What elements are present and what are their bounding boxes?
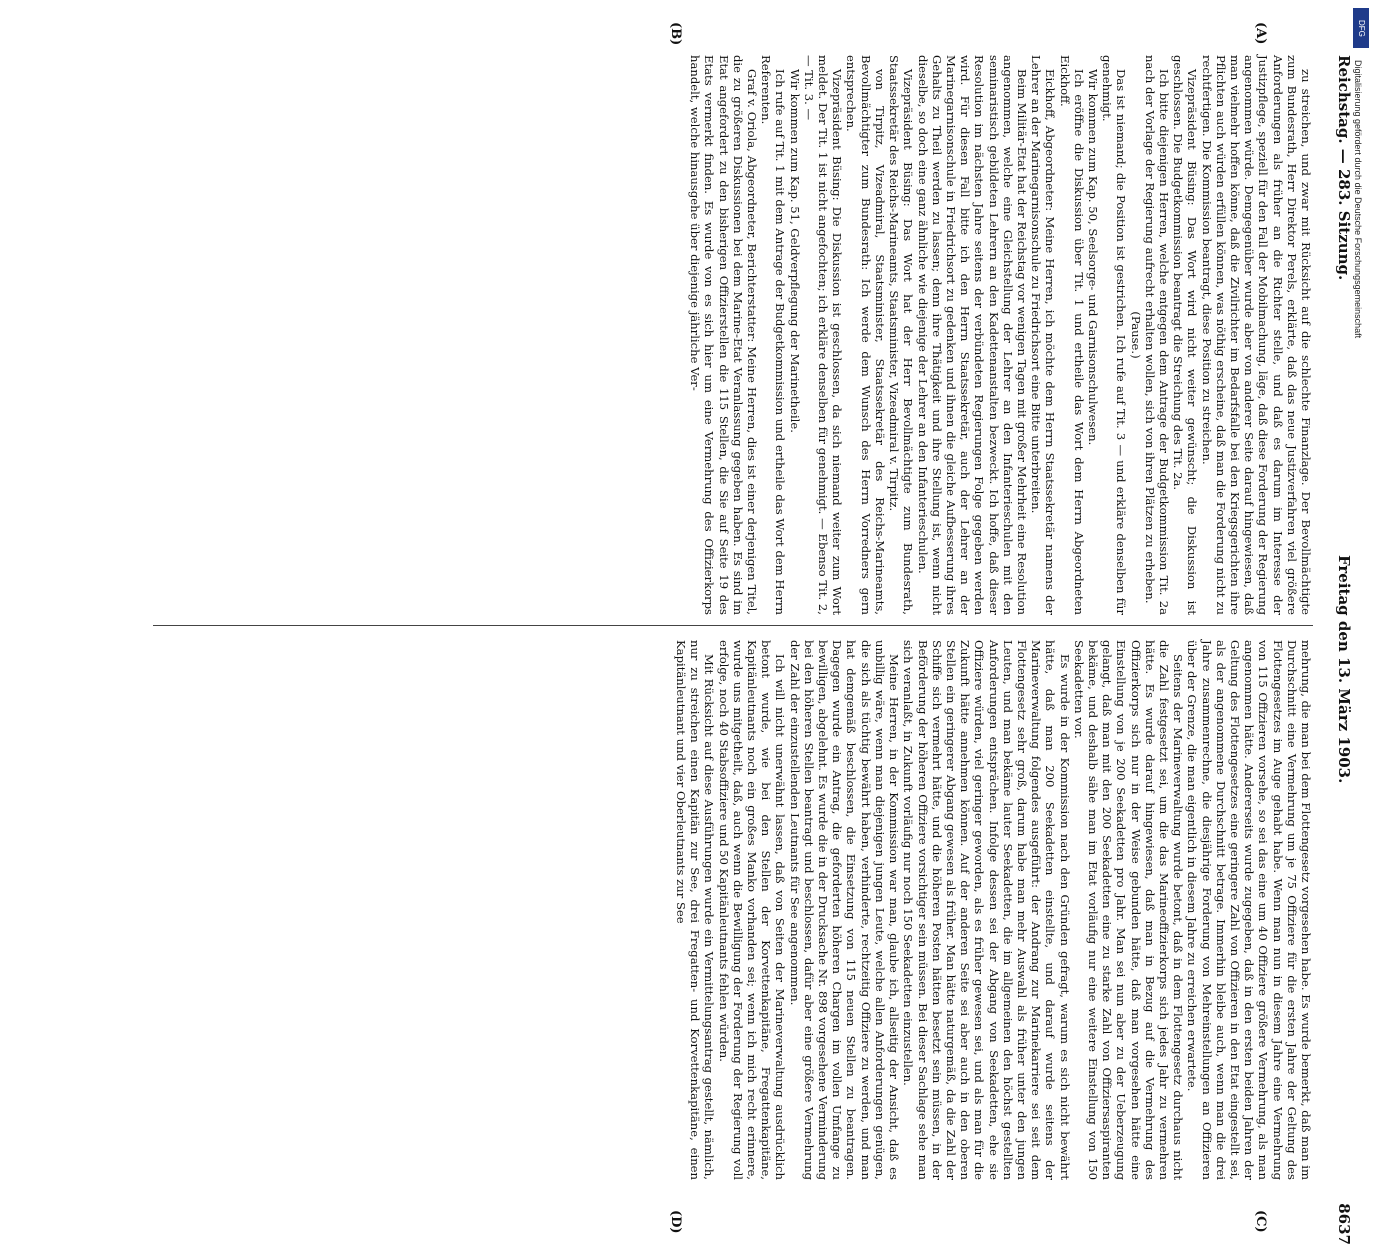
- paragraph: Wir kommen zum Kap. 51, Geldverpflegung der Marinetheile.: [787, 69, 802, 433]
- header-left: Reichstag. — 283. Sitzung.: [1335, 55, 1353, 281]
- paragraph: mehrung, die man bei dem Flottengesetz vorgesehen habe. Es wurde bemerkt, daß man im Durchschnitt eine Vermehrung um je 75 Offiziere für die ersten Jahre der Geltung des Flottengesetzes im Auge gehabt habe. Wenn man nun in diesem Jahre eine Vermehrung von 115 Offizieren vorsehe, so sei das eine um 40 Offiziere größere Vermehrung, als man angenommen hätte. Andererseits wurde zugegeben, daß in den ersten beiden Jahren der Geltung des Flottengesetzes eine geringere Zahl von Offizieren in den Etat eingestellt sei, als der angenommene Durchschnitt betrage. Immerhin bleibe auch, wenn man die drei Jahre zusammenrechne, die diesjährige Forderung von Mehreinstellungen an Offizieren über der Grenze, die man eigentlich in diesem Jahre zu erreichen erwartete.: [1185, 640, 1313, 1180]
- column-rule: [153, 625, 1313, 626]
- margin-marker-a: (A): [1253, 22, 1268, 45]
- paragraph: Graf v. Oriola, Abgeordneter, Berichterstatter: Meine Herren, dies ist einer derjenigen Titel, die zu größeren Diskussionen bei dem Marine-Etat Veranlassung gegeben haben. Es sind im Etat angefordert zu den bisherigen Offizierstellen die 115 Stellen, die Sie auf Seite 19 des Etats vermerkt finden. Es wurde von es sich hier um eine Vermehrung des Offizierkorps handelt, welche hinausgehe über diejenige jährliche Ver-: [688, 55, 760, 615]
- paragraph: Seitens der Marineverwaltung wurde betont, daß in dem Flottengesetz durchaus nicht die Zahl festgesetzt sei, um die das Marineoffizierkorps sich jedes Jahr zu vermehren hätte. Es wurde darauf hingewiesen, daß man in Bezug auf die Vermehrung des Offizierkorps sich nur in der Weise gebunden hätte, daß man vorgesehen hätte eine Einstellung von je 200 Seekadetten pro Jahr. Man sei nun aber zu der Ueberzeugung gelangt, daß man mit den 200 Seekadetten eine zu starke Zahl von Offiziersaspiranten bekäme, und deshalb sähe man im Etat vorläufig nur eine weitere Einstellung von 150 Seekadetten vor.: [1071, 640, 1186, 1180]
- paragraph: Wir kommen zum Kap. 50, Seelsorge- und Garnisonschulwesen.: [1085, 69, 1100, 446]
- paragraph: Vizepräsident Büsing: Das Wort wird nicht weiter gewünscht; die Diskussion ist geschlossen. Die Budgetkommission beantragt die Streichung des Tit. 2a.: [1171, 55, 1200, 615]
- margin-marker-c: (C): [1253, 1210, 1268, 1233]
- digitization-credit: Digitalisierung gefördert durch die Deutsche Forschungsgemeinschaft: [1353, 60, 1363, 339]
- paragraph: Ich will nicht unerwähnt lassen, daß von Seiten der Marineverwaltung ausdrücklich betont wurde, wie bei den Stellen der Korvettenkapitäne, Fregattenkapitäne, Kapitänleutnants noch ein großes Manko vorhanden sei; wenn ich mich recht erinnere, wurde uns mitgetheilt, daß, auch wenn die Bewilligung der Forderung der Regierung voll erfolge, noch 40 Stabsoffiziere und 50 Kapitänleutnants fehlen würden.: [716, 640, 788, 1180]
- paragraph: Beim Militär-Etat hat der Reichstag vor wenigen Tagen mit großer Mehrheit eine Resolution angenommen, welche eine Gleichstellung der Lehrer an den Infanterieschulen mit den seminaristisch gebildeten Lehrern an den Kadettenanstalten bezweckt. Ich hoffe, daß dieser Resolution im nächsten Jahre seitens der verbündeten Regierungen Folge gegeben werden wird. Für diesen Fall bitte ich den Herrn Staatssekretär, auch der Lehrer an der Marinegarnisonschule in Friedrichsort zu gedenken und ihnen die gleiche Aufbesserung ihres Gehalts zu Theil werden zu lassen; denn ihre Thätigkeit und ihre Stellung ist, wenn nicht dieselbe, so doch eine ganz ähnliche wie diejenige der Lehrer an den Infanterieschulen.: [915, 55, 1029, 615]
- page-number: 8637: [1335, 1203, 1353, 1245]
- paragraph: Ich eröffne die Diskussion über Tit. 1 und ertheile das Wort dem Herrn Abgeordneten Eickhoff.: [1057, 55, 1086, 615]
- paragraph: zu streichen, und zwar mit Rücksicht auf die schlechte Finanzlage. Der Bevollmächtigte zum Bundesrath, Herr Direktor Perels, erklärte, daß das neue Justizverfahren viel größere Anforderungen als früher an die Richter stelle, und daß es darum im Interesse der Justizpflege, speziell für den Fall der Mobilmachung, läge, daß diese Forderung der Regierung angenommen würde. Demgegenüber wurde aber von anderer Seite darauf hingewiesen, daß man vielmehr hoffen könne, daß die Zivilrichter im Bedarfsfalle bei den Kriegsgerichten ihre Pflichten auch würden erfüllen können, was nöthig erscheine, daß man die Forderung nicht zu rechtfertigen. Die Kommission beantragt, diese Position zu streichen.: [1199, 55, 1313, 615]
- right-column: [153, 640, 1313, 1180]
- dfg-logo: DFG: [1353, 8, 1369, 48]
- header-date: Freitag den 13. März 1903.: [1335, 555, 1353, 784]
- paragraph: Vizepräsident Büsing: Die Diskussion ist geschlossen, da sich niemand weiter zum Wort meldet. Der Tit. 1 ist nicht angefochten; ich erkläre denselben für genehmigt. — Ebenso Tit. 2, — Tit. 3. —: [801, 55, 845, 615]
- margin-marker-b: (B): [668, 22, 683, 46]
- paragraph: Das ist niemand; die Position ist gestrichen. Ich rufe auf Tit. 3 — und erkläre denselben für genehmigt.: [1100, 55, 1129, 615]
- paragraph: Ich bitte diejenigen Herren, welche entgegen dem Antrage der Budgetkommission Tit. 2a nach der Vorlage der Regierung aufrecht erhalten wollen, sich von ihren Plätzen zu erheben.: [1142, 55, 1171, 615]
- margin-marker-d: (D): [668, 1210, 683, 1234]
- paragraph: Mit Rücksicht auf diese Ausführungen wurde ein Vermittelungsantrag gestellt, nämlich, nur zu streichen einen Kapitän zur See, drei Fregatten- und Korvettenkapitäne, einen Kapitänleutnant und vier Oberleutnants zur See: [674, 640, 717, 1180]
- paragraph: Es wurde in der Kommission nach den Gründen gefragt, warum es sich nicht bewährt hätte, daß man 200 Seekadetten einstellte, und darauf wurde seitens der Marineverwaltung folgendes ausgeführt: der Andrang zur Marinekarriere sei seit dem Flottengesetz sehr groß, darum habe man mehr Auswahl als früher unter den jungen Leuten, und man bekäme lauter Seekadetten, die im allgemeinen den höchst gestellten Anforderungen entsprächen. Infolge dessen sei der Abgang von Seekadetten, ehe sie Offiziere würden, viel geringer geworden, als es früher gewesen sei, und als man für die Zukunft hätte annehmen können. Auf der anderen Seite sei aber auch in den oberen Stellen ein geringerer Abgang gewesen als früher. Man hätte naturgemäß, da die Zahl der Schiffe sich vermehrt hätte, und die höheren Posten hätten besetzt sein müssen, in der Beförderung der höheren Offiziere vorsichtiger sein müssen. Bei dieser Sachlage sehe man sich veranlaßt, in Zukunft vorläufig nur noch 150 Seekadetten einzustellen.: [901, 640, 1072, 1180]
- left-column: [153, 55, 1313, 615]
- paragraph: Vizepräsident Büsing: Das Wort hat der Herr Bevollmächtigte zum Bundesrath, Staatssekretär des Reichs-Marineamts, Staatsminister, Vizeadmiral v. Tirpitz.: [887, 55, 916, 615]
- digitization-sidebar: [1349, 0, 1379, 1000]
- paragraph: Meine Herren, in der Kommission war man, glaube ich, allseitig der Ansicht, daß es unbillig wäre, wenn man diejenigen jungen Leute, welche allen Anforderungen genügen, die sich als tüchtig bewährt haben, verhinderte, rechtzeitig Offiziere zu werden, und man hat demgemäß beschlossen, die Einsetzung von 115 neuen Stellen zu beantragen. Dagegen wurde ein Antrag, die geforderten höheren Chargen im vollen Umfange zu bewilligen, abgelehnt. Es wurde die in der Drucksache Nr. 898 vorgesehene Verminderung bei den höheren Stellen beantragt und beschlossen, dafür aber eine größere Vermehrung der Zahl der einzustellenden Leutnants für See angenommen.: [787, 640, 902, 1180]
- paragraph: von Tirpitz, Vizeadmiral, Staatsminister, Staatssekretär des Reichs-Marineamts, Bevollmächtigter zum Bundesrath: Ich werde dem Wunsch des Herrn Vorredners gern entsprechen.: [844, 55, 887, 615]
- paragraph: Eickhoff, Abgeordneter: Meine Herren, ich möchte dem Herrn Staatssekretär namens der Lehrer an der Marinegarnisonschule zu Friedrichsort eine Bitte unterbreiten.: [1029, 55, 1058, 615]
- paragraph: Ich rufe auf Tit. 1 mit dem Antrage der Budgetkommission und ertheile das Wort dem Herrn Referenten.: [759, 55, 788, 615]
- paragraph: (Pause.): [1128, 311, 1143, 359]
